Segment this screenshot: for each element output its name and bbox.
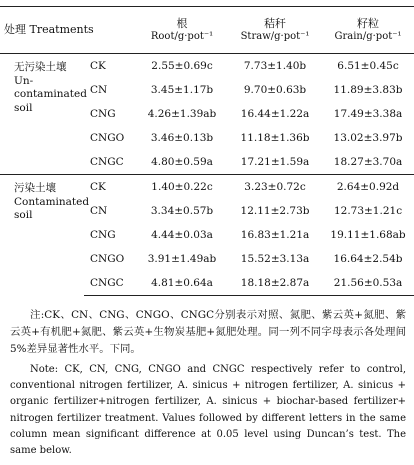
root-value: 3.46±0.13b — [150, 131, 214, 144]
header-root-zh: 根 — [176, 16, 188, 30]
biomass-table — [0, 6, 414, 296]
straw-value: 11.18±1.36b — [240, 131, 310, 144]
treatment-code: CN — [90, 204, 108, 217]
root-value: 4.44±0.03a — [151, 228, 213, 241]
grain-value: 17.49±3.38a — [333, 107, 403, 120]
table-header-row — [0, 7, 414, 54]
root-value: 4.80±0.59a — [151, 155, 213, 168]
header-straw-zh: 秸秆 — [264, 16, 287, 30]
grain-value: 11.89±3.83b — [333, 83, 403, 96]
grain-value: 13.02±3.97b — [333, 131, 403, 144]
header-straw-en: Straw/g·pot⁻¹ — [240, 30, 310, 42]
root-value: 3.34±0.57b — [150, 204, 214, 217]
grain-value: 18.27±3.70a — [333, 155, 403, 168]
grain-value: 12.73±1.21c — [333, 204, 403, 217]
treatment-code: CNGO — [90, 252, 125, 265]
straw-value: 12.11±2.73b — [240, 204, 310, 217]
straw-value: 15.52±3.13a — [240, 252, 310, 265]
root-value: 1.40±0.22c — [136, 175, 228, 200]
root-value: 2.55±0.69c — [151, 59, 213, 72]
header-treatment: 处理 Treatments — [0, 7, 136, 54]
group-label-en: Contaminated soil — [14, 195, 90, 222]
treatment-code: CN — [90, 83, 108, 96]
group-label-contaminated — [0, 175, 90, 296]
header-straw — [228, 7, 322, 54]
treatment-code: CK — [84, 175, 136, 200]
treatment-code: CNGO — [90, 131, 125, 144]
treatment-code: CNGC — [84, 271, 136, 296]
header-grain — [322, 7, 414, 54]
straw-value: 16.44±1.22a — [240, 107, 310, 120]
group-label-uncontaminated — [0, 54, 87, 175]
header-root — [136, 7, 228, 54]
header-grain-zh: 籽粒 — [357, 16, 380, 30]
grain-value: 16.64±2.54b — [333, 252, 403, 265]
root-value: 3.91±1.49ab — [147, 252, 217, 265]
note-english: Note: CK, CN, CNG, CNGO and CNGC respectively refer to control, conventional nitrogen fertilizer, A. sinicus + nitrogen fertilizer, A. sinicus + organic fertilizer+nitrogen fertilizer, A. sinicus + biochar-based fertilizer+ nitrogen fertilizer treatment. Values followed by different letters in the same column mean significant difference at 0.05 level using Duncan’s test. The same below. — [10, 364, 406, 457]
table-row — [0, 175, 414, 200]
treatment-code: CNG — [90, 107, 116, 120]
root-value: 3.45±1.17b — [150, 83, 214, 96]
grain-value: 2.64±0.92d — [322, 175, 414, 200]
table-row — [0, 54, 414, 79]
root-value: 4.26±1.39ab — [147, 107, 217, 120]
table-notes — [10, 307, 406, 463]
header-root-en: Root/g·pot⁻¹ — [150, 30, 214, 42]
straw-value: 18.18±2.87a — [228, 271, 322, 296]
note-chinese: 注:CK、CN、CNG、CNGO、CNGC分别表示对照、氮肥、紫云英+氮肥、紫云英+有机肥+氮肥、紫云英+生物炭基肥+氮肥处理。同一列不同字母表示各处理间5%差异显著性水平。下同。 — [10, 309, 406, 355]
straw-value: 3.23±0.72c — [228, 175, 322, 200]
root-value: 4.81±0.64a — [136, 271, 228, 296]
straw-value: 17.21±1.59a — [240, 155, 310, 168]
treatment-code: CK — [90, 59, 106, 72]
straw-value: 9.70±0.63b — [243, 83, 307, 96]
straw-value: 16.83±1.21a — [240, 228, 310, 241]
grain-value: 19.11±1.68ab — [330, 228, 406, 241]
header-grain-en: Grain/g·pot⁻¹ — [334, 30, 402, 42]
straw-value: 7.73±1.40b — [243, 59, 307, 72]
group-label-en: Un-contaminated soil — [14, 74, 87, 114]
treatment-code: CNG — [90, 228, 116, 241]
treatment-code: CNGC — [90, 155, 124, 168]
group-label-zh: 无污染土壤 — [14, 61, 67, 73]
grain-value: 6.51±0.45c — [337, 59, 399, 72]
group-label-zh: 污染土壤 — [14, 182, 56, 194]
grain-value: 21.56±0.53a — [322, 271, 414, 296]
